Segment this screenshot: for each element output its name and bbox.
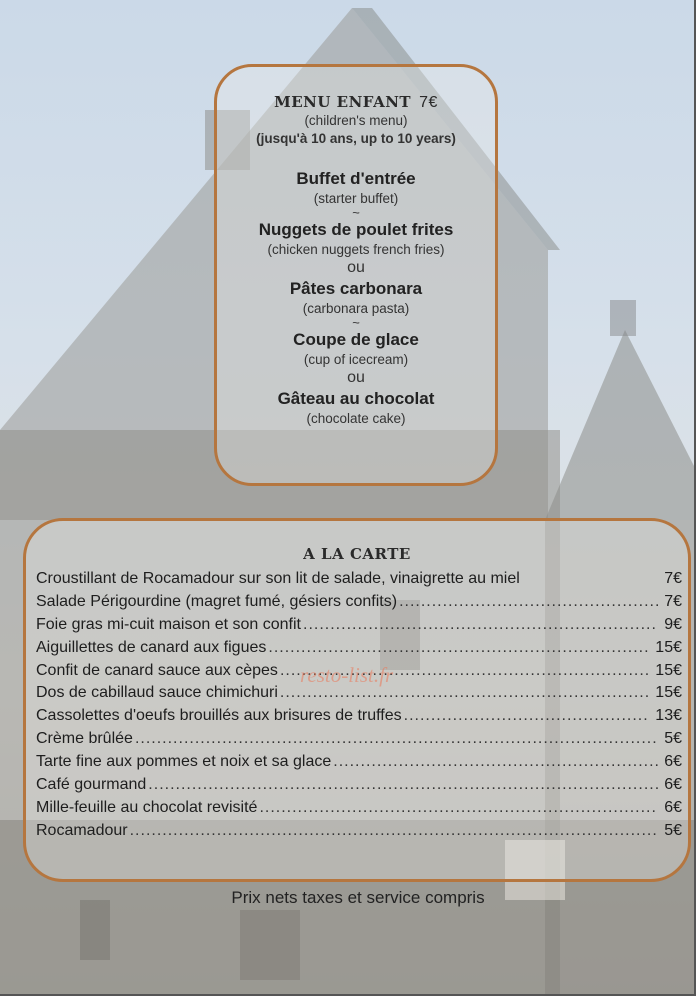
dot-leader [268,639,649,657]
dot-leader [404,707,650,725]
menu-item-price: 15€ [655,638,682,656]
menu-item-name: Confit de canard sauce aux cèpes [36,661,278,679]
menu-item-price: 15€ [655,684,682,702]
menu-item-name: Café gourmand [36,776,147,794]
menu-item-name: Tarte fine aux pommes et noix et sa glace [36,753,332,771]
or-label: ou [347,259,365,276]
or-label: ou [347,369,365,386]
dot-leader [130,822,659,840]
kids-menu-subtitle: (children's menu) [304,113,408,128]
kids-dish-name: Nuggets de poulet frites [258,220,454,239]
kids-dish-translation: (chicken nuggets french fries) [267,242,445,257]
dot-leader [135,730,658,748]
menu-item-row [36,593,682,616]
dot-leader [333,753,658,771]
menu-item-row [36,776,682,799]
kids-dish-translation: (cup of icecream) [303,352,409,367]
kids-dish-translation: (starter buffet) [313,191,399,206]
menu-item-name: Foie gras mi-cuit maison et son confit [36,615,301,633]
menu-item-price: 13€ [655,707,682,725]
menu-item-row [36,822,682,845]
menu-item-price: 9€ [664,615,682,633]
kids-menu-title-text: MENU ENFANT [274,93,412,111]
menu-item-name: Salade Périgourdine (magret fumé, gésiers confits) [36,592,398,610]
a-la-carte-panel [23,518,691,882]
menu-item-name: Cassolettes d'oeufs brouillés aux brisures de truffes [36,707,402,725]
dot-leader [259,799,658,817]
kids-dish-name: Buffet d'entrée [296,169,416,188]
menu-item-name: Mille-feuille au chocolat revisité [36,798,258,816]
menu-item-name: Crème brûlée [36,730,133,748]
menu-item-price: 6€ [664,776,682,794]
menu-item-name: Aiguillettes de canard aux figues [36,638,267,656]
kids-dish-translation: (carbonara pasta) [302,301,410,316]
dish-separator: ~ [352,205,360,220]
menu-item-name: Dos de cabillaud sauce chimichuri [36,684,278,702]
kids-menu-title [217,93,495,112]
menu-item-row [36,707,682,730]
menu-item-price: 6€ [664,753,682,771]
dish-separator: ~ [352,315,360,330]
dot-leader [148,776,658,794]
kids-dish-name: Gâteau au chocolat [277,389,435,408]
menu-item-price: 7€ [664,570,682,587]
menu-item-price: 5€ [664,730,682,748]
menu-item-name: Croustillant de Rocamadour sur son lit de salade, vinaigrette au miel [36,570,520,587]
kids-dish-name: Pâtes carbonara [289,279,423,298]
watermark: resto-list.fr [300,663,394,687]
kids-menu-age-limit: (jusqu'à 10 ans, up to 10 years) [256,131,456,146]
footer-note: Prix nets taxes et service compris [231,888,485,907]
menu-item-name: Rocamadour [36,821,128,839]
menu-item-row [36,753,682,776]
menu-item-price: 6€ [664,798,682,816]
a-la-carte-list [36,570,682,845]
a-la-carte-title: A LA CARTE [303,545,411,563]
menu-item-price: 15€ [655,661,682,679]
menu-item-price: 5€ [664,821,682,839]
kids-dish-name: Coupe de glace [293,330,419,349]
kids-menu-price: 7€ [419,94,438,111]
dot-leader [399,593,658,611]
menu-item-row [36,570,682,593]
dot-leader [303,616,658,634]
menu-item-row [36,730,682,753]
kids-dish-translation: (chocolate cake) [306,411,406,426]
menu-item-row [36,799,682,822]
kids-menu-panel [214,64,498,486]
menu-item-row [36,639,682,662]
menu-item-price: 7€ [664,592,682,610]
menu-item-row [36,616,682,639]
